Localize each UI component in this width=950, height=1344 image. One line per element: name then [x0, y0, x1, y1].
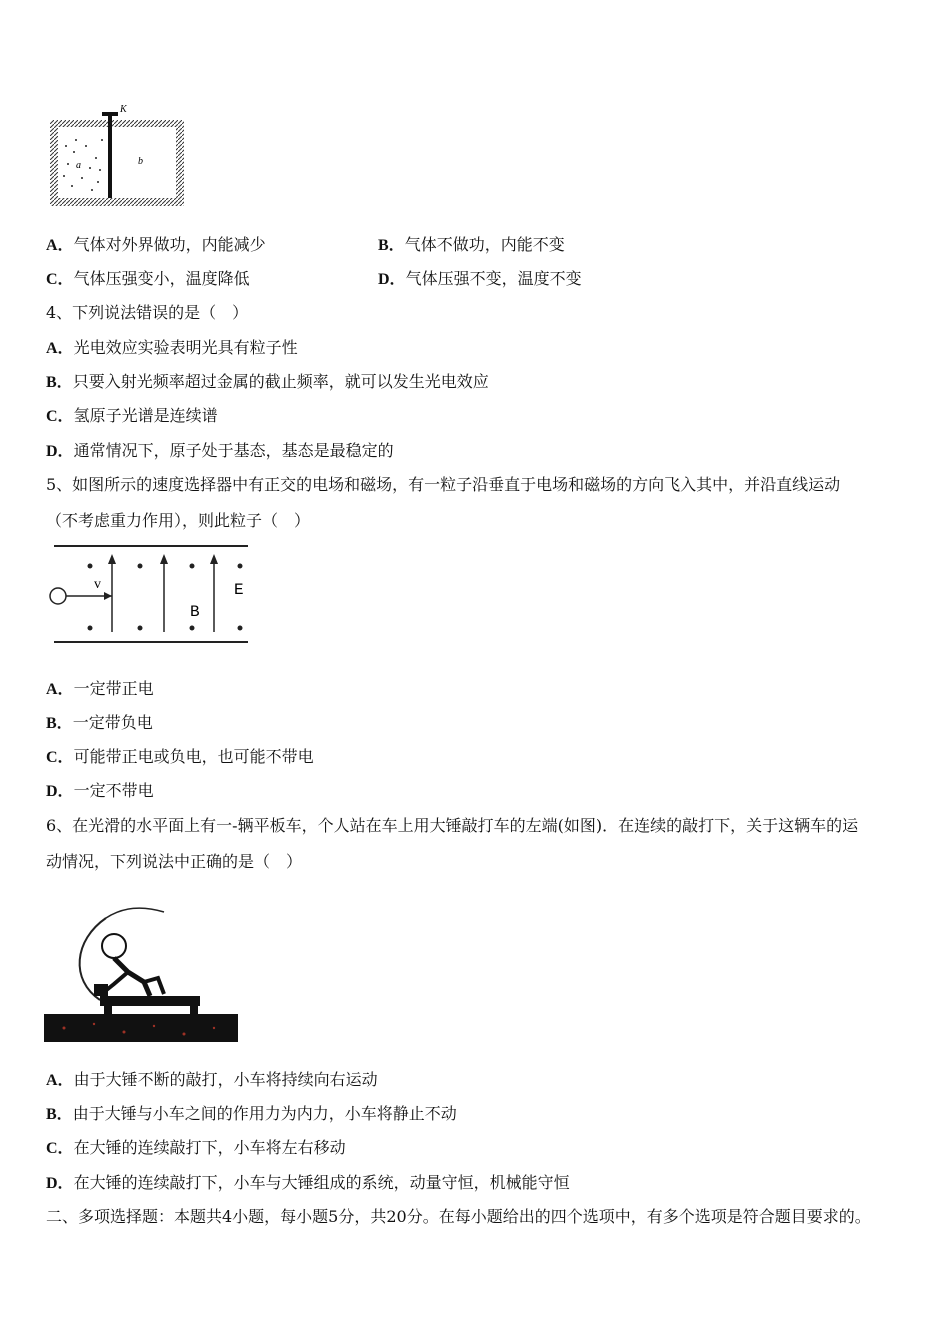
q6-stem-line1: 6、在光滑的水平面上有一-辆平板车，个人站在车上用大锤敲打车的左端(如图)．在连续的敲打下，关于这辆车的运 [46, 816, 859, 835]
label-v: v [94, 577, 101, 592]
option-text: 气体对外界做功，内能减少 [73, 235, 266, 254]
option-text: 一定带负电 [72, 713, 153, 732]
option-text: 氢原子光谱是连续谱 [73, 406, 218, 425]
velocity-selector-figure [46, 540, 256, 650]
option-letter: D． [378, 271, 406, 288]
option-letter: A． [46, 1072, 74, 1089]
option-text: 由于大锤不断的敲打，小车将持续向右运动 [73, 1070, 378, 1089]
option-text: 由于大锤与小车之间的作用力为内力，小车将静止不动 [72, 1104, 457, 1123]
q5-stem-line1: 5、如图所示的速度选择器中有正交的电场和磁场，有一粒子沿垂直于电场和磁场的方向飞入其中，并沿直线运动 [46, 475, 841, 494]
option-letter: D． [46, 443, 74, 460]
option-text: 光电效应实验表明光具有粒子性 [73, 338, 298, 357]
option-text: 气体压强不变，温度不变 [405, 269, 582, 288]
option-letter: B． [46, 374, 73, 391]
option-text: 一定带正电 [73, 679, 154, 698]
q5-option-d [46, 781, 154, 802]
hammer-cart-figure [44, 900, 240, 1046]
option-letter: A． [46, 237, 74, 254]
q6-option-c [46, 1138, 346, 1159]
q6-option-d [46, 1173, 570, 1194]
label-b-field: B [190, 603, 200, 621]
option-text: 在大锤的连续敲打下，小车与大锤组成的系统，动量守恒，机械能守恒 [73, 1173, 570, 1192]
option-text: 气体压强变小，温度降低 [73, 269, 250, 288]
q3-option-b [378, 235, 565, 256]
q6-option-a [46, 1070, 378, 1091]
q4-option-c [46, 406, 218, 427]
option-letter: C． [46, 271, 74, 288]
option-letter: B． [46, 715, 73, 732]
q5-option-c [46, 747, 314, 768]
option-letter: C． [46, 408, 74, 425]
q4-option-a [46, 338, 298, 359]
q4-stem: 4、下列说法错误的是（ ） [46, 303, 249, 322]
option-letter: B． [378, 237, 405, 254]
q4-option-d [46, 441, 394, 462]
option-letter: D． [46, 1175, 74, 1192]
q5-stem-line2: （不考虑重力作用），则此粒子（ ） [46, 511, 311, 530]
label-a: a [76, 160, 81, 171]
option-text: 在大锤的连续敲打下，小车将左右移动 [73, 1138, 346, 1157]
q3-option-d [378, 269, 582, 290]
option-letter: A． [46, 340, 74, 357]
label-b: b [138, 156, 143, 167]
option-text: 通常情况下，原子处于基态，基态是最稳定的 [73, 441, 394, 460]
section-2-heading: 二、多项选择题：本题共4小题，每小题5分，共20分。在每小题给出的四个选项中，有多个选项是符合题目要求的。 [46, 1207, 871, 1226]
option-letter: B． [46, 1106, 73, 1123]
option-text: 可能带正电或负电，也可能不带电 [73, 747, 314, 766]
q3-option-c [46, 269, 250, 290]
q3-option-a [46, 235, 266, 256]
q5-option-a [46, 679, 154, 700]
option-text: 只要入射光频率超过金属的截止频率，就可以发生光电效应 [72, 372, 489, 391]
label-e-field: E [234, 581, 244, 599]
option-letter: D． [46, 783, 74, 800]
q4-option-b [46, 372, 489, 393]
q6-option-b [46, 1104, 457, 1125]
option-letter: C． [46, 1140, 74, 1157]
option-text: 气体不做功，内能不变 [404, 235, 565, 254]
option-letter: A． [46, 681, 74, 698]
label-k: K [120, 104, 127, 115]
q5-option-b [46, 713, 153, 734]
gas-container-figure [46, 100, 191, 210]
option-text: 一定不带电 [73, 781, 154, 800]
q6-stem-line2: 动情况，下列说法中正确的是（ ） [46, 852, 303, 871]
option-letter: C． [46, 749, 74, 766]
